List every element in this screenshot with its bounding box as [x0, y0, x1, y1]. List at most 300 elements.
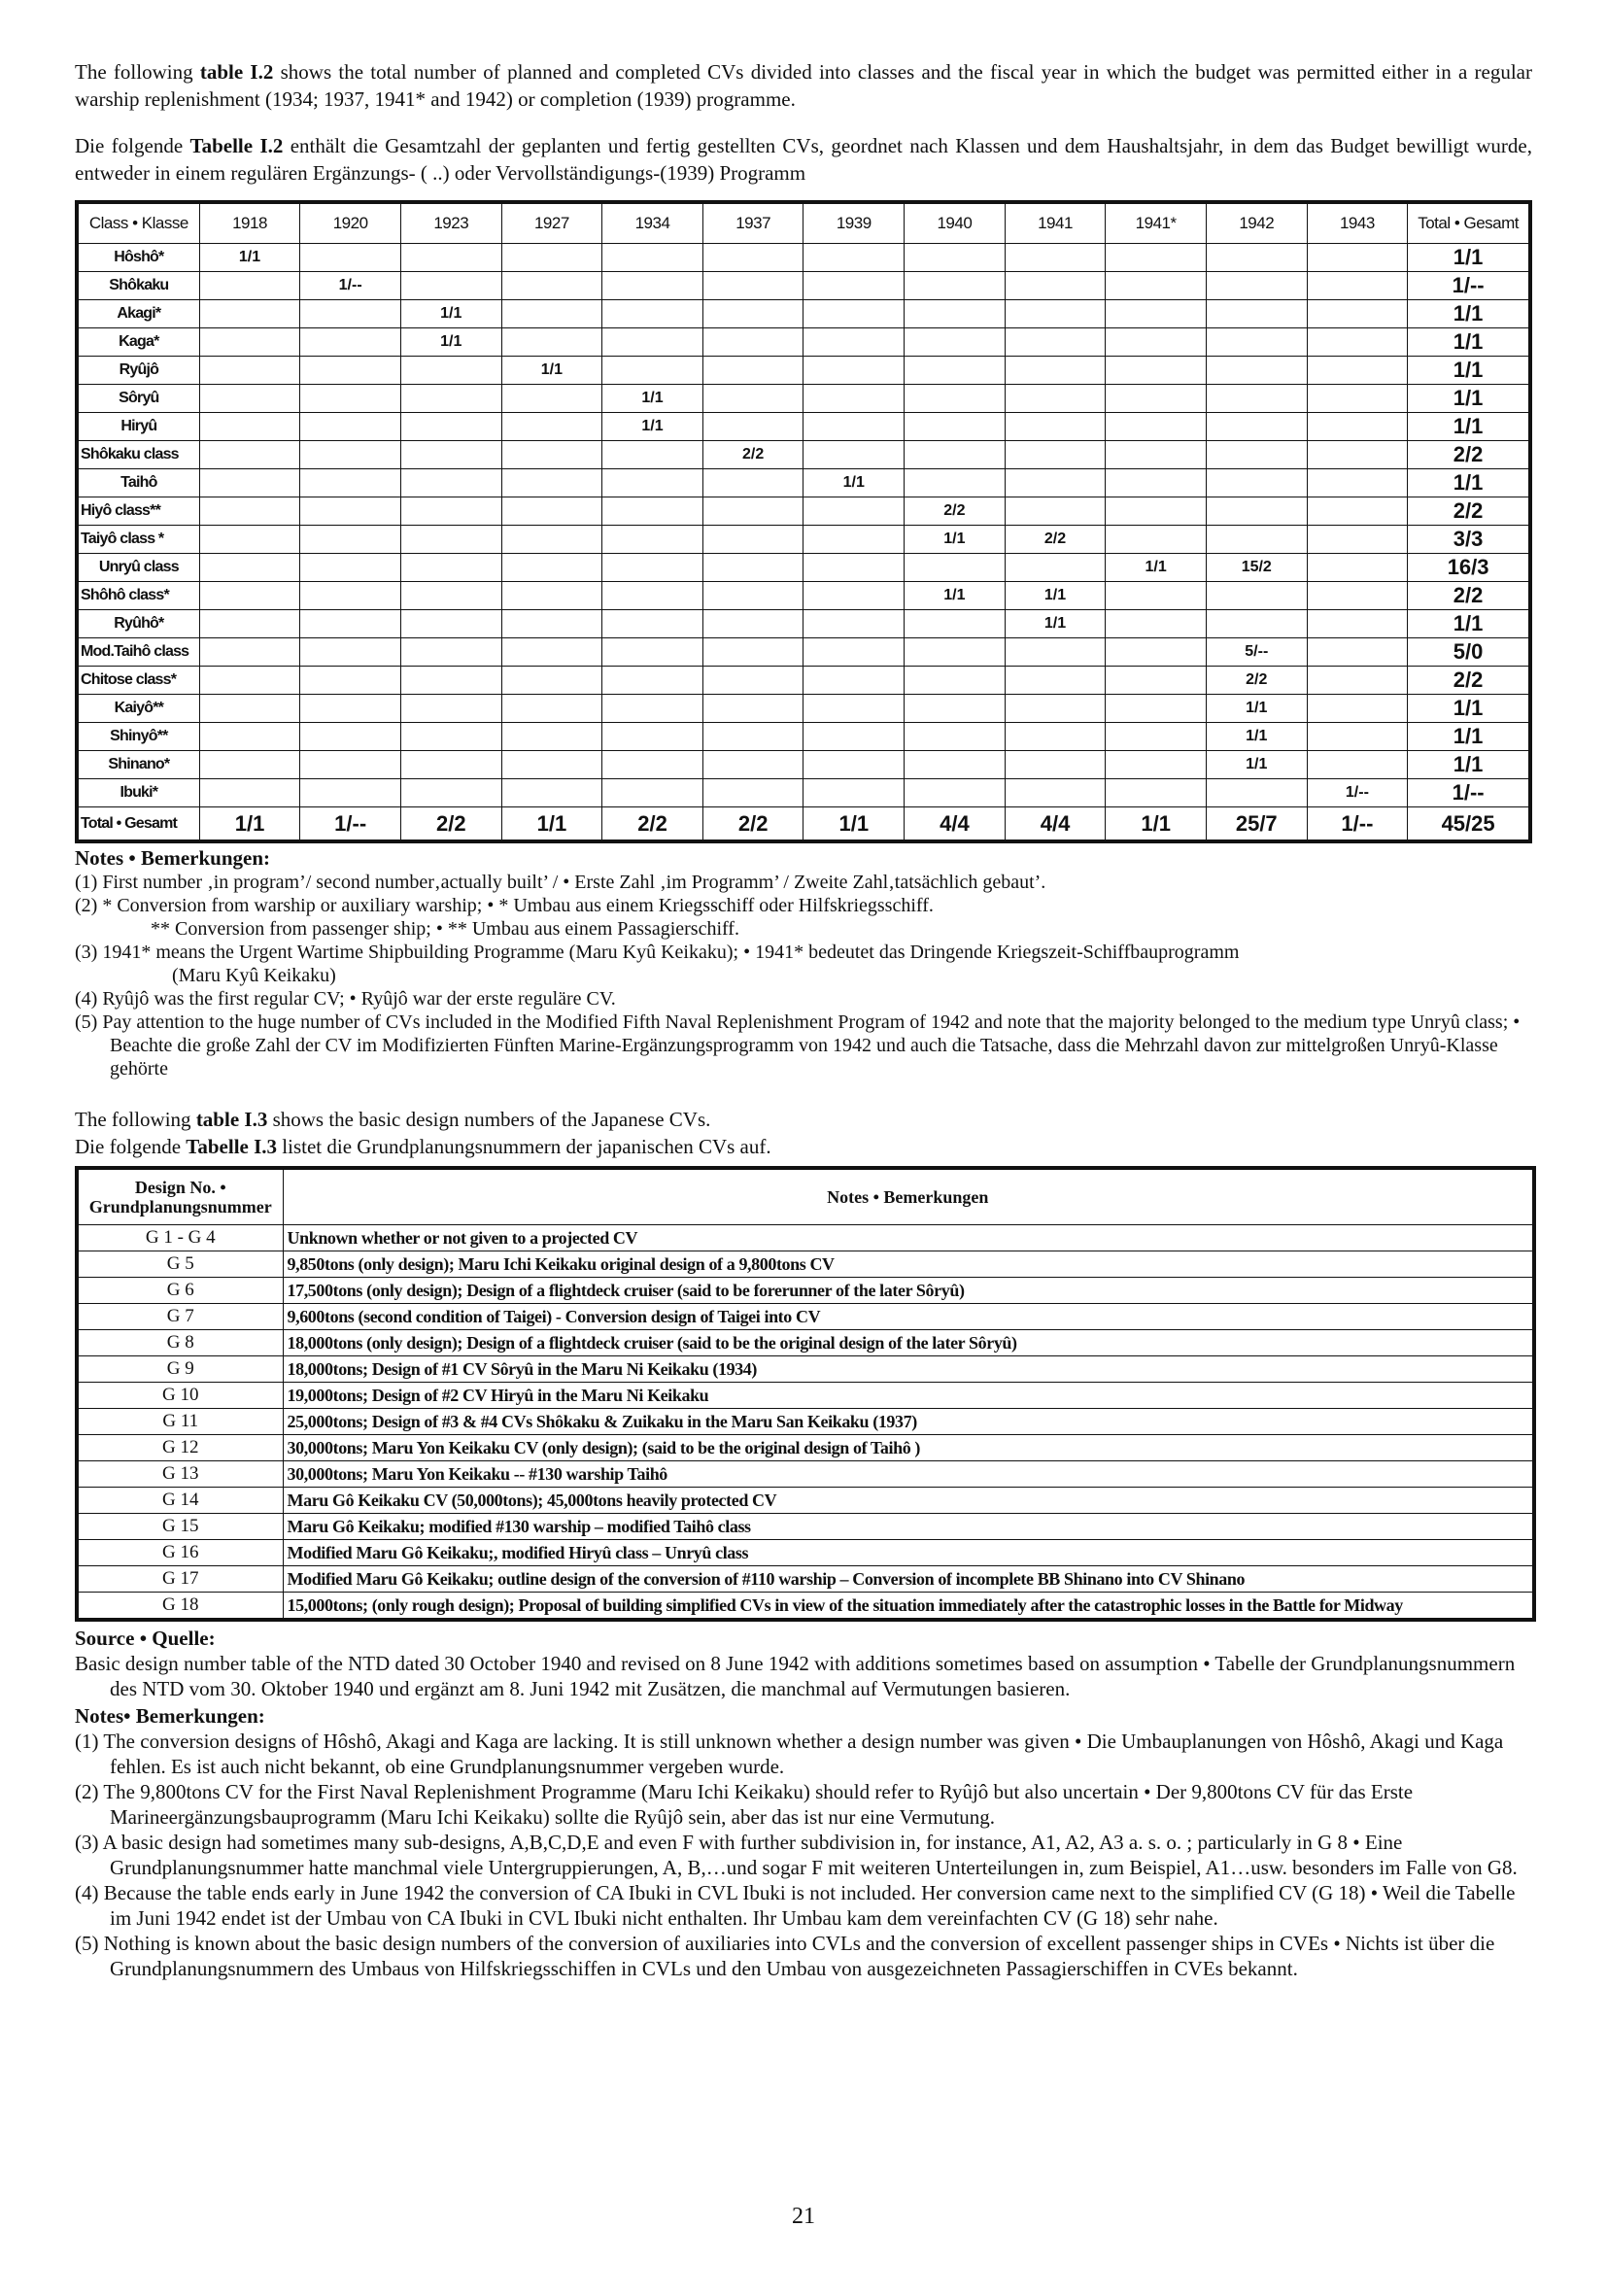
- class-name-cell: Hôshô*: [77, 244, 199, 272]
- count-cell: [1307, 272, 1408, 300]
- count-cell: [602, 554, 703, 582]
- table-row: [77, 751, 1530, 779]
- count-cell: [804, 497, 905, 526]
- count-cell: 1/1: [1005, 582, 1106, 610]
- count-cell: [199, 554, 300, 582]
- count-cell: [702, 272, 804, 300]
- count-cell: [804, 779, 905, 807]
- table-row: [77, 1593, 1534, 1621]
- count-cell: [199, 667, 300, 695]
- total-cell: 1/1: [1408, 610, 1530, 638]
- count-cell: [804, 244, 905, 272]
- count-cell: [1106, 385, 1207, 413]
- total-cell: 2/2: [1408, 441, 1530, 469]
- count-cell: 1/1: [1206, 751, 1307, 779]
- class-column-header: Class • Klasse: [77, 202, 199, 244]
- count-cell: [400, 667, 501, 695]
- design-note-cell: Maru Gô Keikaku; modified #130 warship – modified Taihô class: [283, 1514, 1534, 1540]
- count-cell: [199, 357, 300, 385]
- count-cell: [702, 497, 804, 526]
- design-note-cell: 30,000tons; Maru Yon Keikaku CV (only design); (said to be the original design of Taihô ): [283, 1435, 1534, 1461]
- count-cell: [199, 272, 300, 300]
- count-cell: [300, 695, 401, 723]
- design-number-cell: G 17: [77, 1566, 283, 1593]
- count-cell: [804, 526, 905, 554]
- count-cell: [602, 582, 703, 610]
- source-text: Basic design number table of the NTD dated 30 October 1940 and revised on 8 June 1942 with additions sometimes based on assumption • Tabelle der Grundplanungsnummern des NTD vom 30. Oktober 1940 und ergänzt am 8. Juni 1942 mit Zusätzen, die manchmal auf Vermutungen basieren.: [75, 1652, 1516, 1700]
- total-cell: 3/3: [1408, 526, 1530, 554]
- count-cell: [501, 441, 602, 469]
- total-cell: 1/1: [1408, 469, 1530, 497]
- design-note-cell: Modified Maru Gô Keikaku;, modified Hiryû class – Unryû class: [283, 1540, 1534, 1566]
- count-cell: [1005, 328, 1106, 357]
- table-row: [77, 244, 1530, 272]
- count-cell: [400, 723, 501, 751]
- table-row: [77, 413, 1530, 441]
- year-column-header: 1923: [400, 202, 501, 244]
- count-cell: [1206, 779, 1307, 807]
- count-cell: [1005, 497, 1106, 526]
- count-cell: 1/--: [300, 272, 401, 300]
- count-cell: [1307, 638, 1408, 667]
- count-cell: [199, 413, 300, 441]
- count-cell: [702, 554, 804, 582]
- count-cell: [1106, 582, 1207, 610]
- count-cell: [1307, 244, 1408, 272]
- count-cell: [1106, 300, 1207, 328]
- design-note-cell: 18,000tons; Design of #1 CV Sôryû in the Maru Ni Keikaku (1934): [283, 1356, 1534, 1383]
- count-cell: [400, 610, 501, 638]
- count-cell: [1106, 469, 1207, 497]
- count-cell: [1307, 497, 1408, 526]
- class-name-cell: Sôryû: [77, 385, 199, 413]
- count-cell: [501, 328, 602, 357]
- count-cell: [602, 779, 703, 807]
- class-name-cell: Hiryû: [77, 413, 199, 441]
- count-cell: [905, 723, 1006, 751]
- count-cell: [1206, 244, 1307, 272]
- count-cell: [501, 554, 602, 582]
- table-row: [77, 1225, 1534, 1251]
- count-cell: [804, 638, 905, 667]
- table-row: [77, 1304, 1534, 1330]
- year-column-header: 1943: [1307, 202, 1408, 244]
- count-cell: [199, 328, 300, 357]
- count-cell: [501, 638, 602, 667]
- count-cell: [1106, 695, 1207, 723]
- count-cell: [1005, 723, 1106, 751]
- count-cell: [602, 328, 703, 357]
- count-cell: [1206, 441, 1307, 469]
- class-name-cell: Total • Gesamt: [77, 807, 199, 842]
- design-number-cell: G 5: [77, 1251, 283, 1278]
- year-column-header: 1942: [1206, 202, 1307, 244]
- design-number-cell: G 14: [77, 1488, 283, 1514]
- total-cell: 1/1: [1408, 751, 1530, 779]
- count-cell: [1005, 357, 1106, 385]
- total-cell: 1/1: [1408, 244, 1530, 272]
- table-row: [77, 667, 1530, 695]
- count-cell: [1005, 385, 1106, 413]
- count-cell: [804, 357, 905, 385]
- count-cell: 1/1: [1206, 723, 1307, 751]
- count-cell: [501, 244, 602, 272]
- table-row: [77, 1251, 1534, 1278]
- year-column-header: 1941: [1005, 202, 1106, 244]
- count-cell: [905, 554, 1006, 582]
- count-cell: [804, 413, 905, 441]
- cv-classes-table: [75, 200, 1532, 843]
- table-row: [77, 526, 1530, 554]
- count-cell: [199, 300, 300, 328]
- design-number-cell: G 1 - G 4: [77, 1225, 283, 1251]
- count-cell: 1/1: [905, 526, 1006, 554]
- year-column-header: 1918: [199, 202, 300, 244]
- count-cell: [300, 526, 401, 554]
- year-column-header: 1927: [501, 202, 602, 244]
- count-cell: [1106, 328, 1207, 357]
- design-number-cell: G 9: [77, 1356, 283, 1383]
- count-cell: [702, 667, 804, 695]
- design-note-cell: Modified Maru Gô Keikaku; outline design of the conversion of #110 warship – Conversion of incomplete BB Shinano into CV Shinano: [283, 1566, 1534, 1593]
- count-cell: [804, 328, 905, 357]
- design-note-cell: Unknown whether or not given to a projected CV: [283, 1225, 1534, 1251]
- note-item: (3) A basic design had sometimes many sub-designs, A,B,C,D,E and even F with further subdivision in, for instance, A1, A2, A3 a. s. o. ; particularly in G 8 • Eine Grundplanungsnummer hatte manchmal viele Untergruppierungen, A, B,…und sogar F mit weiteren Unterteilungen in, zum Beispiel, A1…usw. besonders im Falle von G8.: [75, 1831, 1518, 1879]
- class-name-cell: Akagi*: [77, 300, 199, 328]
- note-item: (5) Nothing is known about the basic design numbers of the conversion of auxiliaries into CVLs and the conversion of excellent passenger ships in CVEs • Nichts ist über die Grundplanungsnummern des Umbaus von Hilfskriegsschiffen in CVLs und den Umbau von ausgezeichneten Passagierschiffen in CVEs bekannt.: [75, 1932, 1495, 1980]
- count-cell: [702, 413, 804, 441]
- notes-header: Notes • Bemerkungen: [283, 1168, 1534, 1225]
- count-cell: 1/--: [300, 807, 401, 842]
- design-note-cell: 19,000tons; Design of #2 CV Hiryû in the Maru Ni Keikaku: [283, 1383, 1534, 1409]
- year-column-header: 1939: [804, 202, 905, 244]
- count-cell: [702, 723, 804, 751]
- count-cell: [1005, 554, 1106, 582]
- design-number-cell: G 6: [77, 1278, 283, 1304]
- count-cell: [702, 638, 804, 667]
- count-cell: [804, 441, 905, 469]
- count-cell: [1206, 385, 1307, 413]
- count-cell: [1307, 723, 1408, 751]
- count-cell: [1106, 441, 1207, 469]
- count-cell: 1/--: [1307, 779, 1408, 807]
- count-cell: 1/1: [804, 469, 905, 497]
- count-cell: [905, 469, 1006, 497]
- note-item: (4) Ryûjô was the first regular CV; • Ryûjô war der erste reguläre CV.: [75, 988, 616, 1010]
- table-row: [77, 328, 1530, 357]
- table-row: [77, 1330, 1534, 1356]
- count-cell: [501, 610, 602, 638]
- count-cell: [300, 385, 401, 413]
- note-item: (2) The 9,800tons CV for the First Naval Replenishment Programme (Maru Ichi Keikaku) should refer to Ryûjô but also uncertain • Der 9,800tons CV für das Erste Marineergänzungsbauprogramm (Maru Ichi Keikaku) sollte die Ryûjô sein, aber das ist nur eine Vermutung.: [75, 1780, 1414, 1829]
- table-row: [77, 1409, 1534, 1435]
- count-cell: [1307, 695, 1408, 723]
- note-item: ** Conversion from passenger ship; • ** Umbau aus einem Passagierschiff.: [151, 918, 739, 940]
- table-row: [77, 1278, 1534, 1304]
- count-cell: [501, 385, 602, 413]
- count-cell: 4/4: [905, 807, 1006, 842]
- count-cell: [804, 300, 905, 328]
- count-cell: [602, 695, 703, 723]
- table-row: [77, 1540, 1534, 1566]
- year-column-header: 1920: [300, 202, 401, 244]
- class-name-cell: Mod.Taihô class: [77, 638, 199, 667]
- count-cell: [602, 638, 703, 667]
- count-cell: [702, 751, 804, 779]
- count-cell: [1106, 413, 1207, 441]
- count-cell: [1005, 441, 1106, 469]
- count-cell: [602, 610, 703, 638]
- count-cell: 2/2: [1005, 526, 1106, 554]
- count-cell: [400, 469, 501, 497]
- table-row: [77, 272, 1530, 300]
- count-cell: 2/2: [1206, 667, 1307, 695]
- count-cell: [300, 582, 401, 610]
- count-cell: [199, 526, 300, 554]
- count-cell: [300, 554, 401, 582]
- table-row: [77, 497, 1530, 526]
- count-cell: [300, 779, 401, 807]
- design-numbers-table: [75, 1166, 1536, 1622]
- table-row: [77, 357, 1530, 385]
- page-number: 21: [792, 2204, 815, 2229]
- count-cell: 1/1: [1206, 695, 1307, 723]
- count-cell: [1206, 469, 1307, 497]
- class-name-cell: Taiyô class *: [77, 526, 199, 554]
- count-cell: [199, 497, 300, 526]
- count-cell: [602, 667, 703, 695]
- count-cell: [1106, 610, 1207, 638]
- note-item: (3) 1941* means the Urgent Wartime Shipbuilding Programme (Maru Kyû Keikaku); • 1941* bedeutet das Dringende Kriegszeit-Schiffbauprogramm: [75, 942, 1240, 963]
- count-cell: [300, 441, 401, 469]
- count-cell: [804, 667, 905, 695]
- count-cell: [199, 441, 300, 469]
- class-name-cell: Kaga*: [77, 328, 199, 357]
- count-cell: [1206, 413, 1307, 441]
- count-cell: 1/1: [905, 582, 1006, 610]
- count-cell: [905, 244, 1006, 272]
- count-cell: [400, 582, 501, 610]
- count-cell: [804, 272, 905, 300]
- count-cell: [1106, 244, 1207, 272]
- count-cell: 2/2: [702, 441, 804, 469]
- design-number-cell: G 11: [77, 1409, 283, 1435]
- count-cell: [300, 638, 401, 667]
- count-cell: [400, 526, 501, 554]
- count-cell: [1307, 751, 1408, 779]
- intro-de-paragraph: Die folgende Tabelle I.2 enthält die Gesamtzahl der geplanten und fertig gestellten CVs, geordnet nach Klassen und dem Haushaltsjahr, in dem das Budget bewilligt wurde, entweder in einem regulären Ergänzungs- ( ..) oder Vervollständigungs-(1939) Programm: [75, 134, 1532, 185]
- count-cell: [501, 469, 602, 497]
- count-cell: [501, 526, 602, 554]
- count-cell: [1005, 469, 1106, 497]
- count-cell: [905, 328, 1006, 357]
- count-cell: [905, 779, 1006, 807]
- page-content: [75, 58, 1532, 1981]
- class-name-cell: Shôkaku class: [77, 441, 199, 469]
- total-cell: 45/25: [1408, 807, 1530, 842]
- count-cell: 2/2: [702, 807, 804, 842]
- count-cell: [1005, 300, 1106, 328]
- design-note-cell: 18,000tons (only design); Design of a flightdeck cruiser (said to be the original design of the later Sôryû): [283, 1330, 1534, 1356]
- table-row: [77, 610, 1530, 638]
- notes-heading: Notes• Bemerkungen:: [75, 1704, 265, 1728]
- class-name-cell: Ryûhô*: [77, 610, 199, 638]
- table-row: [77, 723, 1530, 751]
- design-number-cell: G 10: [77, 1383, 283, 1409]
- count-cell: [905, 638, 1006, 667]
- count-cell: 1/1: [602, 385, 703, 413]
- total-cell: 1/--: [1408, 272, 1530, 300]
- count-cell: 5/--: [1206, 638, 1307, 667]
- class-name-cell: Kaiyô**: [77, 695, 199, 723]
- count-cell: [300, 300, 401, 328]
- count-cell: [501, 723, 602, 751]
- count-cell: 1/1: [804, 807, 905, 842]
- table-row: [77, 1566, 1534, 1593]
- table-row: [77, 469, 1530, 497]
- total-cell: 5/0: [1408, 638, 1530, 667]
- count-cell: [199, 751, 300, 779]
- count-cell: [1005, 244, 1106, 272]
- count-cell: [199, 385, 300, 413]
- count-cell: [905, 413, 1006, 441]
- total-row: [77, 807, 1530, 842]
- total-cell: 2/2: [1408, 497, 1530, 526]
- count-cell: 1/1: [501, 807, 602, 842]
- count-cell: [501, 779, 602, 807]
- class-name-cell: Shinano*: [77, 751, 199, 779]
- count-cell: [602, 497, 703, 526]
- count-cell: [400, 272, 501, 300]
- total-cell: 1/1: [1408, 328, 1530, 357]
- design-note-cell: 25,000tons; Design of #3 & #4 CVs Shôkaku & Zuikaku in the Maru San Keikaku (1937): [283, 1409, 1534, 1435]
- count-cell: 1/1: [199, 807, 300, 842]
- design-number-cell: G 13: [77, 1461, 283, 1488]
- count-cell: [199, 779, 300, 807]
- count-cell: [1005, 638, 1106, 667]
- count-cell: [501, 667, 602, 695]
- table-row: [77, 1461, 1534, 1488]
- count-cell: [804, 610, 905, 638]
- class-name-cell: Shinyô**: [77, 723, 199, 751]
- count-cell: [1206, 357, 1307, 385]
- table-row: [77, 638, 1530, 667]
- count-cell: [702, 695, 804, 723]
- count-cell: [905, 751, 1006, 779]
- design-note-cell: Maru Gô Keikaku CV (50,000tons); 45,000tons heavily protected CV: [283, 1488, 1534, 1514]
- count-cell: [400, 441, 501, 469]
- count-cell: [1307, 667, 1408, 695]
- count-cell: [199, 469, 300, 497]
- count-cell: [702, 610, 804, 638]
- count-cell: [1307, 554, 1408, 582]
- table-row: [77, 1383, 1534, 1409]
- count-cell: 1/1: [1106, 807, 1207, 842]
- count-cell: [400, 751, 501, 779]
- count-cell: [1307, 526, 1408, 554]
- count-cell: [1005, 695, 1106, 723]
- count-cell: [400, 497, 501, 526]
- count-cell: [501, 582, 602, 610]
- count-cell: [501, 300, 602, 328]
- count-cell: [702, 779, 804, 807]
- count-cell: [702, 582, 804, 610]
- table-row: [77, 554, 1530, 582]
- count-cell: [501, 497, 602, 526]
- design-number-header: Design No. • Grundplanungsnummer: [77, 1168, 283, 1225]
- count-cell: [1106, 667, 1207, 695]
- class-name-cell: Unryû class: [77, 554, 199, 582]
- count-cell: [199, 695, 300, 723]
- count-cell: [702, 469, 804, 497]
- count-cell: [1307, 328, 1408, 357]
- count-cell: [804, 554, 905, 582]
- count-cell: [602, 272, 703, 300]
- count-cell: [1206, 328, 1307, 357]
- note-item: (1) The conversion designs of Hôshô, Akagi and Kaga are lacking. It is still unknown whether a design number was given • Die Umbauplanungen von Hôshô, Akagi und Kaga fehlen. Es ist auch nicht bekannt, ob eine Grundplanungsnummer vergeben wurde.: [75, 1730, 1504, 1778]
- total-cell: 1/1: [1408, 300, 1530, 328]
- count-cell: [602, 469, 703, 497]
- count-cell: 1/1: [199, 244, 300, 272]
- design-number-cell: G 15: [77, 1514, 283, 1540]
- count-cell: [400, 779, 501, 807]
- count-cell: 25/7: [1206, 807, 1307, 842]
- count-cell: [300, 244, 401, 272]
- count-cell: [1307, 300, 1408, 328]
- note-item: (1) First number ‚in program’/ second number‚actually built’ / • Erste Zahl ‚im Programm’ / Zweite Zahl‚tatsächlich gebaut’.: [75, 872, 1046, 893]
- count-cell: [702, 385, 804, 413]
- count-cell: [1206, 526, 1307, 554]
- class-name-cell: Shôhô class*: [77, 582, 199, 610]
- total-cell: 1/1: [1408, 723, 1530, 751]
- count-cell: [804, 723, 905, 751]
- design-number-cell: G 12: [77, 1435, 283, 1461]
- source-heading: Source • Quelle:: [75, 1627, 216, 1650]
- table-row: [77, 779, 1530, 807]
- design-note-cell: 9,600tons (second condition of Taigei) - Conversion design of Taigei into CV: [283, 1304, 1534, 1330]
- count-cell: 1/1: [400, 300, 501, 328]
- count-cell: 1/1: [1005, 610, 1106, 638]
- table-row: [77, 1356, 1534, 1383]
- count-cell: 2/2: [905, 497, 1006, 526]
- intro2-en-paragraph: The following table I.3 shows the basic design numbers of the Japanese CVs.: [75, 1108, 711, 1131]
- count-cell: [1307, 357, 1408, 385]
- count-cell: [199, 610, 300, 638]
- total-cell: 1/1: [1408, 695, 1530, 723]
- count-cell: [300, 610, 401, 638]
- count-cell: 4/4: [1005, 807, 1106, 842]
- design-note-cell: 17,500tons (only design); Design of a flightdeck cruiser (said to be forerunner of the later Sôryû): [283, 1278, 1534, 1304]
- class-name-cell: Hiyô class**: [77, 497, 199, 526]
- intro-en-paragraph: The following table I.2 shows the total number of planned and completed CVs divided into classes and the fiscal year in which the budget was permitted either in a regular warship replenishment (1934; 1937, 1941* and 1942) or completion (1939) programme.: [75, 60, 1532, 111]
- total-cell: 1/1: [1408, 357, 1530, 385]
- count-cell: [602, 244, 703, 272]
- count-cell: [905, 300, 1006, 328]
- count-cell: [300, 667, 401, 695]
- class-name-cell: Ryûjô: [77, 357, 199, 385]
- table-row: [77, 695, 1530, 723]
- table-row: [77, 1514, 1534, 1540]
- count-cell: [702, 244, 804, 272]
- count-cell: [1307, 385, 1408, 413]
- count-cell: [804, 385, 905, 413]
- count-cell: [1106, 779, 1207, 807]
- design-note-cell: 30,000tons; Maru Yon Keikaku -- #130 warship Taihô: [283, 1461, 1534, 1488]
- note-item: (5) Pay attention to the huge number of CVs included in the Modified Fifth Naval Replenishment Program of 1942 and note that the majority belonged to the medium type Unryû class; • Beachte die große Zahl der CV im Modifizierten Fünften Marine-Ergänzungsprogramm von 1942 und auch die Tatsache, dass die Mehrzahl davon zur mittelgroßen Unryû-Klasse gehörte: [75, 1011, 1521, 1079]
- count-cell: [1106, 357, 1207, 385]
- table-row: [77, 300, 1530, 328]
- count-cell: [300, 328, 401, 357]
